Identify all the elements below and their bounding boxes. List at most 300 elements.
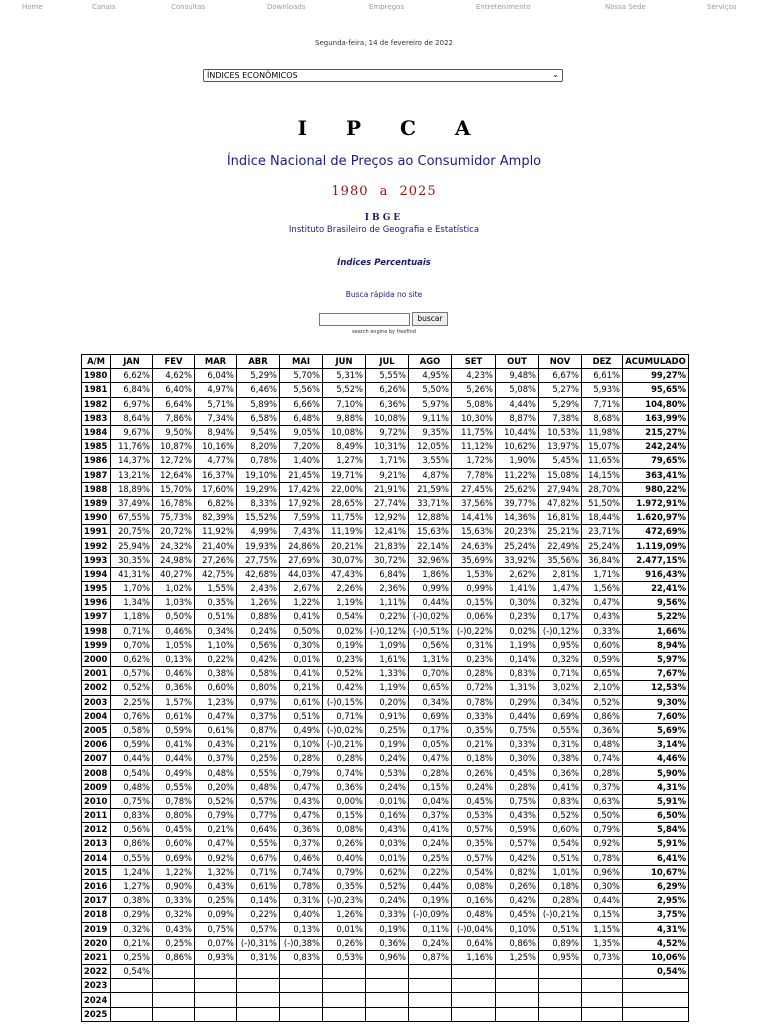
month-cell: 35,56% bbox=[539, 553, 582, 567]
month-cell: 8,94% bbox=[195, 425, 237, 439]
month-cell: 0,38% bbox=[195, 667, 237, 681]
month-cell: 0,51% bbox=[539, 851, 582, 865]
month-cell: 0,55% bbox=[111, 851, 153, 865]
month-cell: 9,11% bbox=[409, 411, 452, 425]
accumulated-cell: 5,91% bbox=[623, 837, 689, 851]
month-cell: 0,47% bbox=[195, 709, 237, 723]
month-cell: (-)0,22% bbox=[452, 624, 496, 638]
nav-nossa-sede[interactable]: Nossa Sede bbox=[605, 3, 646, 11]
month-cell: 0,54% bbox=[323, 610, 366, 624]
year-cell: 1986 bbox=[82, 454, 111, 468]
month-cell bbox=[323, 979, 366, 993]
month-cell: 0,41% bbox=[409, 823, 452, 837]
month-cell: 5,08% bbox=[496, 383, 539, 397]
table-row bbox=[82, 723, 689, 737]
chevron-down-icon: ⌄ bbox=[552, 70, 559, 79]
month-cell: 0,64% bbox=[452, 936, 496, 950]
indices-heading: Índices Percentuais bbox=[337, 258, 431, 268]
table-row bbox=[82, 823, 689, 837]
month-cell: 39,77% bbox=[496, 496, 539, 510]
nav-canais[interactable]: Canais bbox=[92, 3, 116, 11]
month-cell: 0,37% bbox=[237, 709, 280, 723]
table-row bbox=[82, 922, 689, 936]
month-cell: 0,51% bbox=[280, 709, 323, 723]
search-input[interactable] bbox=[319, 313, 410, 326]
month-cell: 1,71% bbox=[366, 454, 409, 468]
month-cell: 0,41% bbox=[280, 610, 323, 624]
accumulated-cell bbox=[623, 979, 689, 993]
nav-home[interactable]: Home bbox=[22, 3, 43, 11]
accumulated-cell: 5,91% bbox=[623, 794, 689, 808]
month-cell: 4,77% bbox=[195, 454, 237, 468]
month-cell: (-)0,21% bbox=[323, 738, 366, 752]
month-cell: 1,25% bbox=[496, 950, 539, 964]
accumulated-cell: 472,69% bbox=[623, 525, 689, 539]
table-row bbox=[82, 397, 689, 411]
table-row bbox=[82, 993, 689, 1007]
month-cell: 0,59% bbox=[582, 652, 623, 666]
month-cell: 0,70% bbox=[111, 638, 153, 652]
month-cell: 0,78% bbox=[582, 851, 623, 865]
month-cell bbox=[323, 993, 366, 1007]
month-cell: 2,67% bbox=[280, 582, 323, 596]
month-cell: 11,75% bbox=[452, 425, 496, 439]
year-cell: 2014 bbox=[82, 851, 111, 865]
month-cell: 0,93% bbox=[195, 950, 237, 964]
month-cell: 30,35% bbox=[111, 553, 153, 567]
accumulated-cell: 5,69% bbox=[623, 723, 689, 737]
month-cell bbox=[153, 1007, 195, 1021]
month-cell: 0,44% bbox=[582, 894, 623, 908]
month-cell: 12,41% bbox=[366, 525, 409, 539]
table-row bbox=[82, 539, 689, 553]
month-cell: 6,84% bbox=[366, 567, 409, 581]
month-cell: 0,25% bbox=[195, 894, 237, 908]
month-cell bbox=[153, 979, 195, 993]
month-cell: 24,86% bbox=[280, 539, 323, 553]
month-cell: 6,58% bbox=[237, 411, 280, 425]
month-cell: 0,15% bbox=[582, 908, 623, 922]
month-cell: 0,36% bbox=[366, 936, 409, 950]
month-cell: 0,48% bbox=[582, 738, 623, 752]
month-cell: 1,10% bbox=[195, 638, 237, 652]
month-cell: 12,64% bbox=[153, 468, 195, 482]
month-cell: 5,71% bbox=[195, 397, 237, 411]
month-cell: 1,03% bbox=[153, 596, 195, 610]
nav-consultas[interactable]: Consultas bbox=[171, 3, 206, 11]
month-cell: 12,05% bbox=[409, 440, 452, 454]
year-cell: 1983 bbox=[82, 411, 111, 425]
column-header: AGO bbox=[409, 355, 452, 369]
month-cell: 1,19% bbox=[496, 638, 539, 652]
month-cell: 0,32% bbox=[111, 922, 153, 936]
column-header: JUN bbox=[323, 355, 366, 369]
month-cell: 0,04% bbox=[409, 794, 452, 808]
month-cell: 0,88% bbox=[237, 610, 280, 624]
month-cell: 0,14% bbox=[237, 894, 280, 908]
month-cell: 2,43% bbox=[237, 582, 280, 596]
table-row bbox=[82, 482, 689, 496]
table-row bbox=[82, 567, 689, 581]
month-cell: 41,31% bbox=[111, 567, 153, 581]
month-cell: 22,00% bbox=[323, 482, 366, 496]
category-select[interactable] bbox=[203, 69, 563, 82]
month-cell: 5,26% bbox=[452, 383, 496, 397]
month-cell: 6,82% bbox=[195, 496, 237, 510]
month-cell: 0,36% bbox=[153, 681, 195, 695]
month-cell: 0,45% bbox=[452, 794, 496, 808]
month-cell: 8,87% bbox=[496, 411, 539, 425]
month-cell: 0,80% bbox=[237, 681, 280, 695]
month-cell: 0,99% bbox=[409, 582, 452, 596]
month-cell: 1,61% bbox=[366, 652, 409, 666]
month-cell: 0,02% bbox=[496, 624, 539, 638]
month-cell: 0,92% bbox=[195, 851, 237, 865]
table-row bbox=[82, 766, 689, 780]
table-row bbox=[82, 624, 689, 638]
month-cell: 1,18% bbox=[111, 610, 153, 624]
month-cell: 0,55% bbox=[237, 766, 280, 780]
month-cell: 0,70% bbox=[409, 667, 452, 681]
month-cell: 0,53% bbox=[323, 950, 366, 964]
month-cell: 0,24% bbox=[366, 752, 409, 766]
month-cell: 0,34% bbox=[539, 695, 582, 709]
month-cell: 0,75% bbox=[496, 794, 539, 808]
month-cell: 1,34% bbox=[111, 596, 153, 610]
accumulated-cell: 104,80% bbox=[623, 397, 689, 411]
month-cell: 25,24% bbox=[496, 539, 539, 553]
month-cell bbox=[237, 979, 280, 993]
table-row bbox=[82, 369, 689, 383]
month-cell: 0,82% bbox=[496, 865, 539, 879]
month-cell: 6,40% bbox=[153, 383, 195, 397]
month-cell: 0,31% bbox=[280, 894, 323, 908]
month-cell: 0,49% bbox=[153, 766, 195, 780]
month-cell: 0,36% bbox=[539, 766, 582, 780]
month-cell: 6,46% bbox=[237, 383, 280, 397]
table-row bbox=[82, 553, 689, 567]
month-cell: 30,72% bbox=[366, 553, 409, 567]
month-cell: 0,44% bbox=[111, 752, 153, 766]
accumulated-cell: 242,24% bbox=[623, 440, 689, 454]
month-cell: 10,44% bbox=[496, 425, 539, 439]
month-cell: 0,60% bbox=[153, 837, 195, 851]
month-cell bbox=[409, 993, 452, 1007]
month-cell: 0,00% bbox=[323, 794, 366, 808]
month-cell: 0,51% bbox=[539, 922, 582, 936]
accumulated-cell bbox=[623, 1007, 689, 1021]
column-header: DEZ bbox=[582, 355, 623, 369]
accumulated-cell: 12,53% bbox=[623, 681, 689, 695]
month-cell: 1,26% bbox=[323, 908, 366, 922]
month-cell: 25,94% bbox=[111, 539, 153, 553]
month-cell: 0,16% bbox=[452, 894, 496, 908]
year-cell: 1999 bbox=[82, 638, 111, 652]
month-cell: 0,07% bbox=[195, 936, 237, 950]
month-cell: 0,76% bbox=[111, 709, 153, 723]
month-cell: 0,57% bbox=[237, 794, 280, 808]
month-cell: 0,59% bbox=[111, 738, 153, 752]
month-cell: 3,55% bbox=[409, 454, 452, 468]
month-cell bbox=[452, 979, 496, 993]
table-row bbox=[82, 709, 689, 723]
month-cell: 1,31% bbox=[496, 681, 539, 695]
month-cell: 0,86% bbox=[111, 837, 153, 851]
month-cell: 5,08% bbox=[452, 397, 496, 411]
month-cell: 1,41% bbox=[496, 582, 539, 596]
month-cell: 5,31% bbox=[323, 369, 366, 383]
month-cell: 5,89% bbox=[237, 397, 280, 411]
year-cell: 1991 bbox=[82, 525, 111, 539]
search-engine-credit: search engine by freefind bbox=[352, 329, 416, 335]
month-cell: 0,46% bbox=[153, 624, 195, 638]
current-date: Segunda-feira, 14 de fevereiro de 2022 bbox=[315, 39, 453, 47]
table-row bbox=[82, 496, 689, 510]
ibge-label: IBGE bbox=[364, 213, 404, 223]
month-cell: 0,10% bbox=[496, 922, 539, 936]
month-cell bbox=[153, 993, 195, 1007]
table-row bbox=[82, 383, 689, 397]
month-cell: 0,41% bbox=[280, 667, 323, 681]
month-cell: 27,26% bbox=[195, 553, 237, 567]
accumulated-cell: 95,65% bbox=[623, 383, 689, 397]
month-cell: 0,21% bbox=[111, 936, 153, 950]
month-cell: 33,92% bbox=[496, 553, 539, 567]
year-cell: 1981 bbox=[82, 383, 111, 397]
accumulated-cell: 7,67% bbox=[623, 667, 689, 681]
nav-downloads[interactable]: Downloads bbox=[267, 3, 306, 11]
month-cell: 4,23% bbox=[452, 369, 496, 383]
month-cell: 10,62% bbox=[496, 440, 539, 454]
month-cell: 0,15% bbox=[452, 596, 496, 610]
month-cell: (-)0,31% bbox=[237, 936, 280, 950]
month-cell: 27,94% bbox=[539, 482, 582, 496]
year-cell: 2008 bbox=[82, 766, 111, 780]
month-cell: 0,57% bbox=[496, 837, 539, 851]
accumulated-cell: 980,22% bbox=[623, 482, 689, 496]
month-cell: 6,64% bbox=[153, 397, 195, 411]
month-cell: 0,37% bbox=[582, 780, 623, 794]
month-cell: 0,32% bbox=[539, 596, 582, 610]
accumulated-cell: 10,67% bbox=[623, 865, 689, 879]
month-cell: 47,82% bbox=[539, 496, 582, 510]
month-cell: 22,14% bbox=[409, 539, 452, 553]
month-cell bbox=[452, 1007, 496, 1021]
month-cell: 0,19% bbox=[366, 922, 409, 936]
month-cell: 0,78% bbox=[237, 454, 280, 468]
month-cell: 0,74% bbox=[280, 865, 323, 879]
year-cell: 2023 bbox=[82, 979, 111, 993]
month-cell: 1,56% bbox=[582, 582, 623, 596]
year-cell: 2005 bbox=[82, 723, 111, 737]
month-cell: 6,62% bbox=[111, 369, 153, 383]
month-cell bbox=[582, 993, 623, 1007]
month-cell: 0,75% bbox=[195, 922, 237, 936]
year-cell: 2024 bbox=[82, 993, 111, 1007]
month-cell bbox=[539, 965, 582, 979]
month-cell: (-)0,02% bbox=[323, 723, 366, 737]
month-cell: 0,53% bbox=[366, 766, 409, 780]
accumulated-cell: 1,66% bbox=[623, 624, 689, 638]
month-cell: 0,20% bbox=[366, 695, 409, 709]
month-cell: 15,63% bbox=[409, 525, 452, 539]
nav-entretenimento[interactable]: Entretenimento bbox=[476, 3, 531, 11]
month-cell: 1,02% bbox=[153, 582, 195, 596]
year-cell: 1989 bbox=[82, 496, 111, 510]
month-cell: 1,22% bbox=[280, 596, 323, 610]
month-cell: 0,48% bbox=[452, 908, 496, 922]
month-cell: 0,52% bbox=[111, 681, 153, 695]
month-cell bbox=[195, 1007, 237, 1021]
month-cell: 0,21% bbox=[195, 823, 237, 837]
column-header: JUL bbox=[366, 355, 409, 369]
accumulated-cell: 9,30% bbox=[623, 695, 689, 709]
month-cell: 2,62% bbox=[496, 567, 539, 581]
month-cell: 8,20% bbox=[237, 440, 280, 454]
month-cell: 8,64% bbox=[111, 411, 153, 425]
month-cell: 0,87% bbox=[237, 723, 280, 737]
month-cell: 47,43% bbox=[323, 567, 366, 581]
month-cell: 0,43% bbox=[366, 823, 409, 837]
month-cell: 0,75% bbox=[496, 723, 539, 737]
month-cell: 0,73% bbox=[582, 950, 623, 964]
month-cell: 0,58% bbox=[111, 723, 153, 737]
month-cell bbox=[280, 993, 323, 1007]
month-cell: 0,14% bbox=[496, 652, 539, 666]
month-cell bbox=[366, 965, 409, 979]
year-cell: 2009 bbox=[82, 780, 111, 794]
table-row bbox=[82, 908, 689, 922]
month-cell: 9,88% bbox=[323, 411, 366, 425]
month-cell: 0,28% bbox=[323, 752, 366, 766]
month-cell: 0,79% bbox=[195, 809, 237, 823]
accumulated-cell: 3,75% bbox=[623, 908, 689, 922]
table-row bbox=[82, 425, 689, 439]
month-cell: 0,17% bbox=[539, 610, 582, 624]
year-cell: 2022 bbox=[82, 965, 111, 979]
month-cell bbox=[582, 979, 623, 993]
month-cell: (-)0,38% bbox=[280, 936, 323, 950]
accumulated-cell: 1.119,09% bbox=[623, 539, 689, 553]
month-cell: 40,27% bbox=[153, 567, 195, 581]
accumulated-cell: 6,50% bbox=[623, 809, 689, 823]
month-cell: 1,22% bbox=[153, 865, 195, 879]
column-header: ACUMULADO bbox=[623, 355, 689, 369]
accumulated-cell: 5,90% bbox=[623, 766, 689, 780]
month-cell bbox=[452, 993, 496, 1007]
month-cell: 6,84% bbox=[111, 383, 153, 397]
month-cell: 7,10% bbox=[323, 397, 366, 411]
month-cell bbox=[280, 979, 323, 993]
month-cell: 21,91% bbox=[366, 482, 409, 496]
month-cell: 0,40% bbox=[323, 851, 366, 865]
month-cell: 0,29% bbox=[496, 695, 539, 709]
month-cell: 1,16% bbox=[452, 950, 496, 964]
month-cell: 0,29% bbox=[111, 908, 153, 922]
year-cell: 2012 bbox=[82, 823, 111, 837]
month-cell: 0,91% bbox=[366, 709, 409, 723]
month-cell: 1,26% bbox=[237, 596, 280, 610]
year-range: 1980 a 2025 bbox=[331, 184, 437, 199]
month-cell: 0,79% bbox=[280, 766, 323, 780]
month-cell: (-)0,12% bbox=[539, 624, 582, 638]
month-cell: 1,35% bbox=[582, 936, 623, 950]
month-cell: 0,26% bbox=[496, 879, 539, 893]
month-cell: 15,63% bbox=[452, 525, 496, 539]
table-row bbox=[82, 525, 689, 539]
month-cell: 5,29% bbox=[539, 397, 582, 411]
month-cell: 4,99% bbox=[237, 525, 280, 539]
month-cell: 0,24% bbox=[409, 837, 452, 851]
month-cell: 0,72% bbox=[452, 681, 496, 695]
month-cell: 0,71% bbox=[539, 667, 582, 681]
month-cell bbox=[280, 1007, 323, 1021]
month-cell: 0,79% bbox=[323, 865, 366, 879]
month-cell: 11,12% bbox=[452, 440, 496, 454]
month-cell: 10,87% bbox=[153, 440, 195, 454]
search-label: Busca rápida no site bbox=[345, 290, 423, 299]
month-cell: 0,52% bbox=[539, 809, 582, 823]
month-cell: 0,55% bbox=[539, 723, 582, 737]
year-cell: 2002 bbox=[82, 681, 111, 695]
year-cell: 2020 bbox=[82, 936, 111, 950]
month-cell: (-)0,04% bbox=[452, 922, 496, 936]
month-cell: 6,97% bbox=[111, 397, 153, 411]
table-row bbox=[82, 894, 689, 908]
year-cell: 1996 bbox=[82, 596, 111, 610]
accumulated-cell: 5,22% bbox=[623, 610, 689, 624]
search-button[interactable]: buscar bbox=[412, 312, 448, 326]
month-cell: 10,30% bbox=[452, 411, 496, 425]
month-cell: 5,70% bbox=[280, 369, 323, 383]
month-cell: 0,42% bbox=[323, 681, 366, 695]
month-cell bbox=[153, 965, 195, 979]
month-cell: 7,86% bbox=[153, 411, 195, 425]
month-cell: 0,41% bbox=[539, 780, 582, 794]
month-cell: 0,31% bbox=[237, 950, 280, 964]
table-row bbox=[82, 879, 689, 893]
month-cell: 0,48% bbox=[195, 766, 237, 780]
accumulated-cell: 9,56% bbox=[623, 596, 689, 610]
table-row bbox=[82, 681, 689, 695]
nav-servicos[interactable]: Serviços bbox=[707, 3, 737, 11]
month-cell: 0,83% bbox=[539, 794, 582, 808]
accumulated-cell: 5,84% bbox=[623, 823, 689, 837]
nav-empregos[interactable]: Empregos bbox=[369, 3, 405, 11]
month-cell: 1,31% bbox=[409, 652, 452, 666]
accumulated-cell: 5,97% bbox=[623, 652, 689, 666]
month-cell: 0,86% bbox=[582, 709, 623, 723]
month-cell: 0,58% bbox=[237, 667, 280, 681]
month-cell: 0,83% bbox=[280, 950, 323, 964]
month-cell: 25,21% bbox=[539, 525, 582, 539]
month-cell: 0,34% bbox=[409, 695, 452, 709]
month-cell: (-)0,51% bbox=[409, 624, 452, 638]
month-cell: 0,47% bbox=[582, 596, 623, 610]
table-row bbox=[82, 582, 689, 596]
accumulated-cell: 10,06% bbox=[623, 950, 689, 964]
month-cell: 22,49% bbox=[539, 539, 582, 553]
month-cell: 0,11% bbox=[409, 922, 452, 936]
month-cell: 10,31% bbox=[366, 440, 409, 454]
month-cell bbox=[496, 993, 539, 1007]
accumulated-cell: 4,52% bbox=[623, 936, 689, 950]
month-cell: 18,89% bbox=[111, 482, 153, 496]
accumulated-cell: 8,94% bbox=[623, 638, 689, 652]
month-cell: 21,83% bbox=[366, 539, 409, 553]
table-row bbox=[82, 780, 689, 794]
month-cell: 27,74% bbox=[366, 496, 409, 510]
